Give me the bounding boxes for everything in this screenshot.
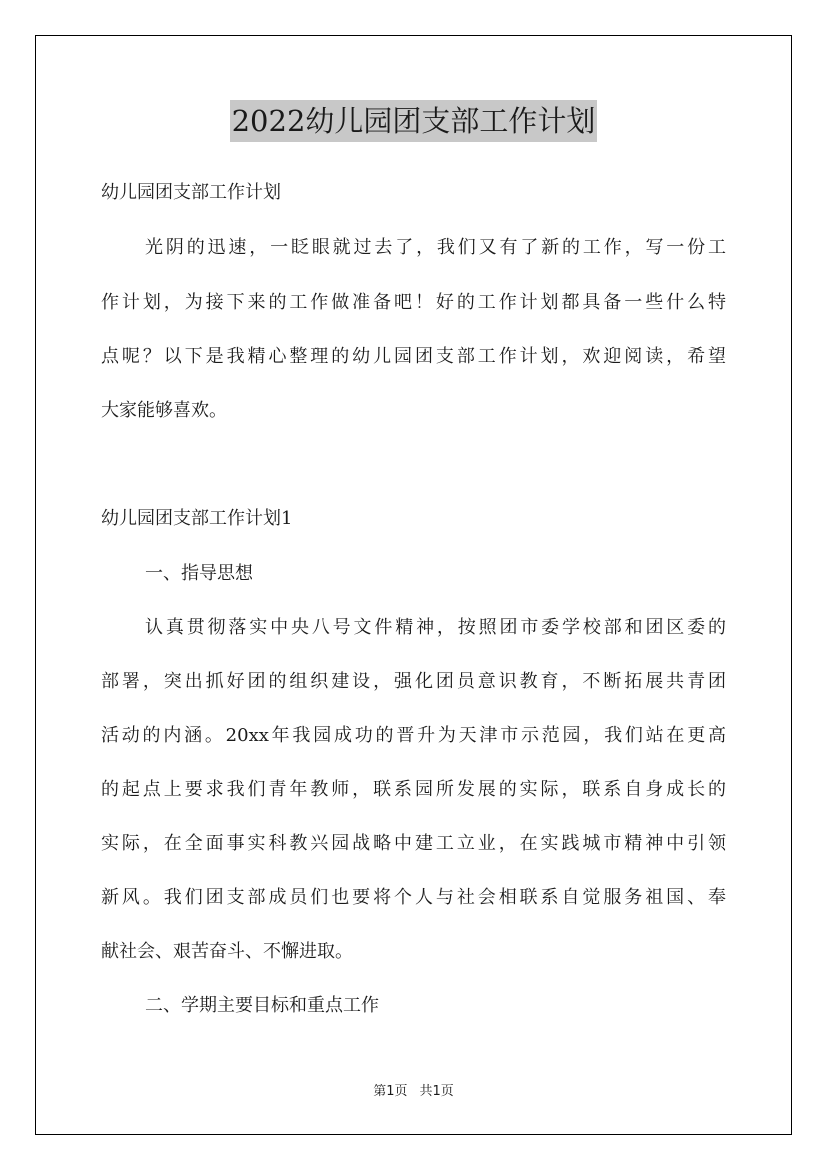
intro-line: 作计划，为接下来的工作做准备吧！好的工作计划都具备一些什么特 [101,292,726,313]
page-number: 第1页 [373,1084,408,1099]
body-line: 实际，在全面事实科教兴园战略中建工立业，在实践城市精神中引领 [101,833,726,854]
heading-guiding-principle: 一、指导思想 [145,563,253,584]
intro-line: 光阴的迅速，一眨眼就过去了，我们又有了新的工作，写一份工 [145,237,726,258]
intro-line: 点呢？以下是我精心整理的幼儿园团支部工作计划，欢迎阅读，希望 [101,346,726,367]
body-line: 的起点上要求我们青年教师，联系园所发展的实际，联系自身成长的 [101,779,726,800]
page-total: 共1页 [419,1084,454,1099]
body-line: 献社会、艰苦奋斗、不懈进取。 [101,941,353,962]
body-line: 新风。我们团支部成员们也要将个人与社会相联系自觉服务祖国、奉 [101,887,726,908]
heading-semester-goals: 二、学期主要目标和重点工作 [145,995,379,1016]
title-container [0,100,827,142]
body-line: 认真贯彻落实中央八号文件精神，按照团市委学校部和团区委的 [145,617,726,638]
document-title: 2022幼儿园团支部工作计划 [230,100,598,142]
body-line: 部署，突出抓好团的组织建设，强化团员意识教育，不断拓展共青团 [101,671,726,692]
page-footer [0,1083,827,1101]
section-title: 幼儿园团支部工作计划1 [101,508,293,529]
document-subtitle: 幼儿园团支部工作计划 [101,182,281,203]
body-line: 活动的内涵。20xx年我园成功的晋升为天津市示范园，我们站在更高 [101,725,726,746]
intro-line: 大家能够喜欢。 [101,400,227,421]
